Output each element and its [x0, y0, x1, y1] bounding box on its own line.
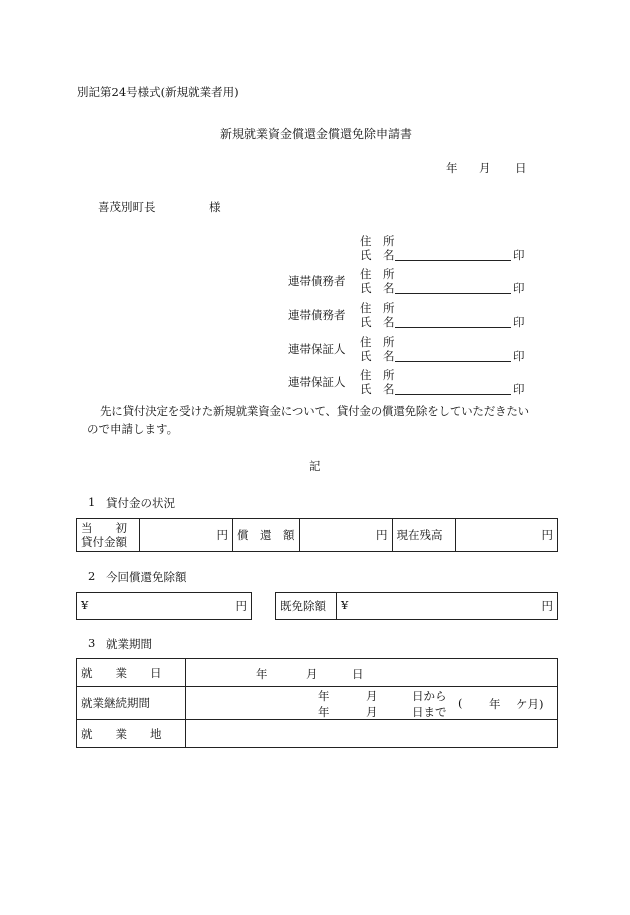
- body-text-line-1: 先に貸付決定を受けた新規就業資金について、貸付金の償還免除をしていただきたい: [100, 404, 529, 418]
- name-label: 氏 名: [360, 315, 395, 329]
- date-month: 月: [479, 161, 491, 175]
- address-label: 住 所: [360, 301, 395, 315]
- seal-mark: 印: [513, 315, 525, 329]
- employment-period-table: [76, 658, 558, 748]
- section1-heading: 貸付金の状況: [106, 496, 175, 510]
- name-label: 氏 名: [360, 281, 395, 295]
- address-label: 住 所: [360, 335, 395, 349]
- name-label: 氏 名: [360, 349, 395, 363]
- role-label: 連帯債務者: [288, 274, 346, 288]
- ki-heading: 記: [309, 459, 321, 473]
- section3-heading: 就業期間: [106, 637, 152, 651]
- document-title: 新規就業資金償還金償還免除申請書: [220, 127, 413, 141]
- already-exempted-value[interactable]: ¥ 円: [337, 593, 558, 620]
- section2-heading: 今回償還免除額: [106, 570, 187, 584]
- exemption-amount-box: [76, 592, 252, 620]
- initial-loan-label: 当 初 貸付金額: [77, 519, 140, 552]
- already-exempted-label: 既免除額: [276, 593, 337, 620]
- employment-date-row: [77, 659, 558, 687]
- name-underline[interactable]: [395, 361, 511, 362]
- employment-continuation-row: [77, 687, 558, 720]
- loan-status-table: [76, 518, 558, 552]
- balance-label: 現在残高: [392, 519, 455, 552]
- form-number: 別記第24号様式(新規就業者用): [77, 85, 239, 99]
- already-exempted-box: [275, 592, 558, 620]
- employment-date-label: 就 業 日: [77, 659, 186, 687]
- seal-mark: 印: [513, 281, 525, 295]
- address-label: 住 所: [360, 234, 395, 248]
- address-label: 住 所: [360, 267, 395, 281]
- employment-date-value[interactable]: 年 月 日: [186, 659, 558, 687]
- address-label: 住 所: [360, 368, 395, 382]
- initial-loan-value[interactable]: 円: [140, 519, 233, 552]
- employment-continuation-label: 就業継続期間: [77, 687, 186, 720]
- employment-location-label: 就 業 地: [77, 720, 186, 748]
- name-label: 氏 名: [360, 248, 395, 262]
- employment-location-value[interactable]: [186, 720, 558, 748]
- employment-continuation-value[interactable]: 年 月 日から 年 月 日まで ( 年 ケ月): [186, 687, 558, 720]
- name-underline[interactable]: [395, 260, 511, 261]
- date-day: 日: [515, 161, 527, 175]
- employment-location-row: [77, 720, 558, 748]
- role-label: 連帯債務者: [288, 308, 346, 322]
- repaid-label: 償 還 額: [233, 519, 300, 552]
- section3-number: 3: [88, 636, 96, 650]
- role-label: 連帯保証人: [288, 342, 346, 356]
- seal-mark: 印: [513, 382, 525, 396]
- exemption-amount-value[interactable]: ¥ 円: [77, 593, 252, 620]
- section1-number: 1: [88, 495, 96, 509]
- date-year: 年: [446, 161, 458, 175]
- name-underline[interactable]: [395, 394, 511, 395]
- seal-mark: 印: [513, 248, 525, 262]
- repaid-value[interactable]: 円: [299, 519, 392, 552]
- section2-number: 2: [88, 569, 96, 583]
- name-label: 氏 名: [360, 382, 395, 396]
- addressee-honorific: 様: [209, 200, 221, 214]
- body-text-line-2: ので申請します。: [87, 422, 179, 436]
- addressee-name: 喜茂別町長: [98, 200, 156, 214]
- seal-mark: 印: [513, 349, 525, 363]
- name-underline[interactable]: [395, 293, 511, 294]
- role-label: 連帯保証人: [288, 375, 346, 389]
- name-underline[interactable]: [395, 327, 511, 328]
- balance-value[interactable]: 円: [455, 519, 558, 552]
